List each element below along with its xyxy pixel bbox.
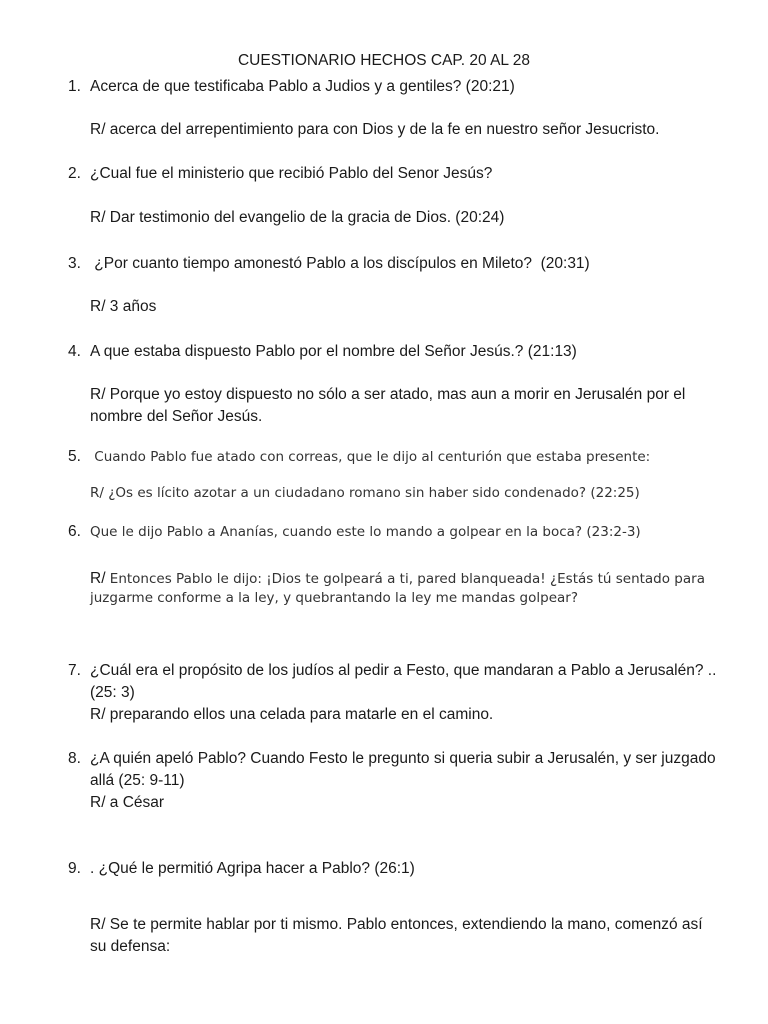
question-text: A que estaba dispuesto Pablo por el nombre del Señor Jesús.? (21:13): [90, 343, 577, 360]
answer-4: R/ Porque yo estoy dispuesto no sólo a ser atado, mas aun a morir en Jerusalén por el nombre del Señor Jesús.: [90, 386, 686, 425]
answer-5: R/ ¿Os es lícito azotar a un ciudadano romano sin haber sido condenado? (22:25): [90, 485, 640, 501]
question-number: 5.: [68, 448, 81, 465]
answer-9: R/ Se te permite hablar por ti mismo. Pablo entonces, extendiendo la mano, comenzó así su defensa:: [90, 916, 703, 955]
question-number: 1.: [68, 78, 81, 95]
answer-text: Entonces Pablo le dijo: ¡Dios te golpeará a ti, pared blanqueada! ¿Estás tú sentado para juzgarme conforme a la ley, y quebrantando la ley me mandas golpear?: [90, 571, 705, 606]
question-text: Cuando Pablo fue atado con correas, que le dijo al centurión que estaba presente:: [90, 449, 651, 465]
question-text: ¿Cual fue el ministerio que recibió Pablo del Senor Jesús?: [90, 165, 493, 182]
question-number: 9.: [68, 860, 81, 877]
answer-6: [90, 569, 715, 608]
question-4: [68, 341, 718, 363]
answer-prefix: R/: [90, 570, 106, 587]
question-number: 2.: [68, 165, 81, 182]
question-7: [68, 660, 718, 704]
answer-7: R/ preparando ellos una celada para matarle en el camino.: [90, 706, 494, 723]
question-8: [68, 748, 718, 792]
question-text: ¿Cuál era el propósito de los judíos al pedir a Festo, que mandaran a Pablo a Jerusalén? ..(25: 3): [90, 662, 717, 701]
question-9: [68, 858, 718, 880]
question-5: [68, 446, 718, 468]
question-6: [68, 521, 718, 543]
question-text: ¿A quién apeló Pablo? Cuando Festo le pregunto si queria subir a Jerusalén, y ser juzgado allá (25: 9-11): [90, 750, 716, 789]
answer-8: R/ a César: [90, 794, 165, 811]
question-text: Que le dijo Pablo a Ananías, cuando este lo mando a golpear en la boca? (23:2-3): [90, 524, 641, 540]
answer-2: R/ Dar testimonio del evangelio de la gracia de Dios. (20:24): [90, 209, 505, 226]
answer-1: R/ acerca del arrepentimiento para con Dios y de la fe en nuestro señor Jesucristo.: [90, 121, 660, 138]
question-number: 7.: [68, 662, 81, 679]
question-2: [68, 163, 718, 185]
document-title: CUESTIONARIO HECHOS CAP. 20 AL 28: [237, 52, 531, 69]
question-text: Acerca de que testificaba Pablo a Judios y a gentiles? (20:21): [90, 78, 515, 95]
question-3: [68, 253, 718, 275]
answer-3: R/ 3 años: [90, 298, 157, 315]
question-text: . ¿Qué le permitió Agripa hacer a Pablo? (26:1): [90, 860, 415, 877]
question-number: 8.: [68, 750, 81, 767]
question-number: 4.: [68, 343, 81, 360]
question-text: ¿Por cuanto tiempo amonestó Pablo a los discípulos en Mileto? (20:31): [90, 255, 590, 272]
question-number: 6.: [68, 523, 81, 540]
question-1: [68, 76, 718, 98]
question-number: 3.: [68, 255, 81, 272]
